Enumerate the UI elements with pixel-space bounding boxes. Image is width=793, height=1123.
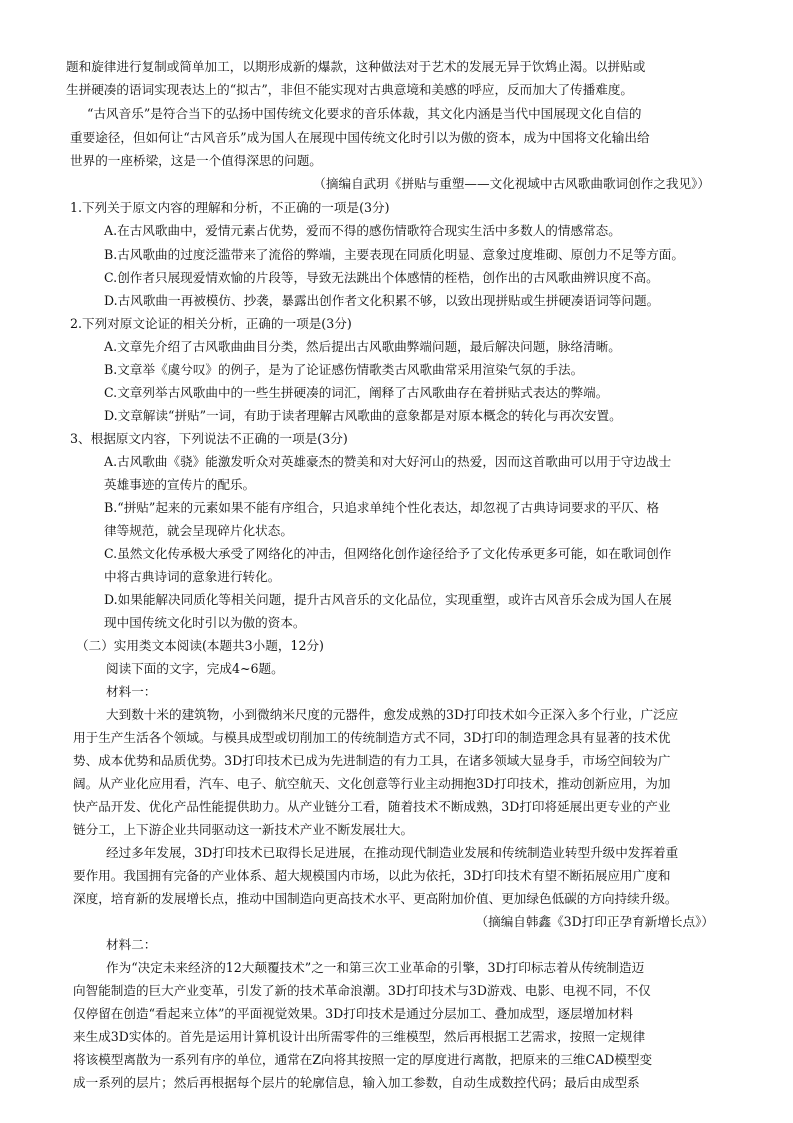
text-line: 成一系列的层片；然后再根据每个层片的轮廓信息，输入加工参数，自动生成数控代码；最后由成型系 bbox=[73, 1075, 640, 1090]
question-2-stem: 2.下列对原文论证的相关分析，正确的一项是(3分) bbox=[70, 316, 352, 331]
question-2-option-c: C.文章列举古风歌曲中的一些生拼硬凑的词汇，阐释了古风歌曲存在着拼贴式表达的弊端。 bbox=[104, 385, 609, 400]
section-heading: （二）实用类文本阅读(本题共3小题，12分) bbox=[76, 638, 324, 653]
material-heading: 材料一： bbox=[106, 684, 157, 699]
question-1-option-a: A.在古风歌曲中，爱情元素占优势，爱而不得的感伤情歌符合现实生活中多数人的情感常态。 bbox=[104, 223, 621, 238]
question-3-option-b: B.“拼贴”起来的元素如果不能有序组合，只追求单纯个性化表达，却忽视了古典诗词要求的平仄、格 bbox=[104, 500, 660, 515]
question-3-option-c-cont: 中将古典诗词的意象进行转化。 bbox=[104, 569, 281, 584]
question-1-stem: 1.下列关于原文内容的理解和分析，不正确的一项是(3分) bbox=[70, 200, 390, 215]
question-1-option-c: C.创作者只展现爱情欢愉的片段等，导致无法跳出个体感情的桎梏，创作出的古风歌曲辨识度不高。 bbox=[104, 270, 659, 285]
text-line: 向智能制造的巨大产业变革，引发了新的技术革命浪潮。3D打印技术与3D游戏、电影、电视不同，不仅 bbox=[73, 983, 651, 998]
question-3-option-a-cont: 英雄事迹的宣传片的配乐。 bbox=[104, 477, 256, 492]
text-line: 将该模型离散为一系列有序的单位，通常在Z向将其按照一定的厚度进行离散，把原来的三维CAD模型变 bbox=[73, 1052, 653, 1067]
text-line: 大到数十米的建筑物，小到微纳米尺度的元器件，愈发成熟的3D打印技术如今正深入多个行业，广泛应 bbox=[106, 707, 679, 722]
text-line: 作为“决定未来经济的12大颠覆技术”之一和第三次工业革命的引擎，3D打印标志着从传统制造迈 bbox=[106, 960, 645, 975]
text-line: “古风音乐”是符合当下的弘扬中国传统文化要求的音乐体裁，其文化内涵是当代中国展现文化自信的 bbox=[87, 106, 642, 121]
text-line: 世界的一座桥梁，这是一个值得深思的问题。 bbox=[70, 153, 322, 168]
source-citation: （摘编自韩鑫《3D打印正孕育新增长点》） bbox=[475, 914, 714, 929]
source-citation: （摘编自武玥《拼贴与重塑——文化视域中古风歌曲歌词创作之我见》） bbox=[313, 176, 710, 191]
text-line: 经过多年发展，3D打印技术已取得长足进展，在推动现代制造业发展和传统制造业转型升级中发挥着重 bbox=[106, 845, 679, 860]
text-line: 要作用。我国拥有完备的产业体系、超大规模国内市场，以此为依托，3D打印技术有望不断拓展应用广度和 bbox=[73, 868, 671, 883]
question-3-option-d: D.如果能解决同质化等相关问题，提升古风音乐的文化品位，实现重塑，或许古风音乐会成为国人在展 bbox=[104, 592, 672, 607]
text-line: 用于生产生活各个领域。与模具成型或切削加工的传统制造方式不同，3D打印的制造理念具有显著的技术优 bbox=[73, 730, 671, 745]
question-3-stem: 3、根据原文内容，下列说法不正确的一项是(3分) bbox=[70, 431, 348, 446]
text-line: 阔。从产业化应用看，汽车、电子、航空航天、文化创意等行业主动拥抱3D打印技术，推动创新应用，为加 bbox=[73, 776, 671, 791]
text-line: 来生成3D实体的。首先是运用计算机设计出所需零件的三维模型，然后再根据工艺需求，按照一定规律 bbox=[73, 1029, 646, 1044]
text-line: 生拼硬凑的语词实现表达上的“拟古”，非但不能实现对古典意境和美感的呼应，反而加大了传播难度。 bbox=[66, 82, 634, 97]
question-1-option-d: D.古风歌曲一再被模仿、抄袭，暴露出创作者文化积累不够，以致出现拼贴或生拼硬凑语词等问题。 bbox=[104, 293, 660, 308]
text-line: 重要途径，但如何让“古风音乐”成为国人在展现中国传统文化时引以为傲的资本，成为中国将文化输出给 bbox=[70, 130, 650, 145]
reading-instruction: 阅读下面的文字，完成4~6题。 bbox=[106, 661, 284, 676]
text-line: 快产品开发、优化产品性能提供助力。从产业链分工看，随着技术不断成熟，3D打印将延展出更专业的产业 bbox=[73, 799, 671, 814]
question-2-option-a: A.文章先介绍了古风歌曲曲目分类，然后提出古风歌曲弊端问题，最后解决问题，脉络清晰。 bbox=[104, 339, 621, 354]
text-line: 仅停留在创造“看起来立体”的平面视觉效果。3D打印技术是通过分层加工、叠加成型，逐层增加材料 bbox=[73, 1006, 633, 1021]
text-line: 题和旋律进行复制或简单加工，以期形成新的爆款，这种做法对于艺术的发展无异于饮鸩止渴。以拼贴或 bbox=[66, 59, 646, 74]
question-2-option-d: D.文章解读“拼贴”一词，有助于读者理解古风歌曲的意象都是对原本概念的转化与再次安置。 bbox=[104, 408, 622, 423]
text-line: 深度，培育新的发展增长点，推动中国制造向更高技术水平、更高附加价值、更加绿色低碳的方向持续升级。 bbox=[73, 891, 678, 906]
question-3-option-c: C.虽然文化传承极大承受了网络化的冲击，但网络化创作途径给予了文化传承更多可能，如在歌词创作 bbox=[104, 546, 672, 561]
question-3-option-b-cont: 律等规范，就会呈现碎片化状态。 bbox=[104, 523, 293, 538]
question-2-option-b: B.文章举《虞兮叹》的例子，是为了论证感伤情歌类古风歌曲常采用渲染气氛的手法。 bbox=[104, 362, 584, 377]
text-line: 链分工，上下游企业共同驱动这一新技术产业不断发展壮大。 bbox=[73, 822, 414, 837]
text-line: 势、成本优势和品质优势。3D打印技术已成为先进制造的有力工具，在诸多领域大显身手，市场空间较为广 bbox=[73, 753, 671, 768]
question-1-option-b: B.古风歌曲的过度泛滥带来了流俗的弊端，主要表现在同质化明显、意象过度堆砌、原创力不足等方面。 bbox=[104, 247, 684, 262]
question-3-option-d-cont: 现中国传统文化时引以为傲的资本。 bbox=[104, 615, 306, 630]
material-heading: 材料二： bbox=[106, 937, 157, 952]
question-3-option-a: A.古风歌曲《骁》能激发听众对英雄豪杰的赞美和对大好河山的热爱，因而这首歌曲可以用于守边战士 bbox=[104, 454, 672, 469]
